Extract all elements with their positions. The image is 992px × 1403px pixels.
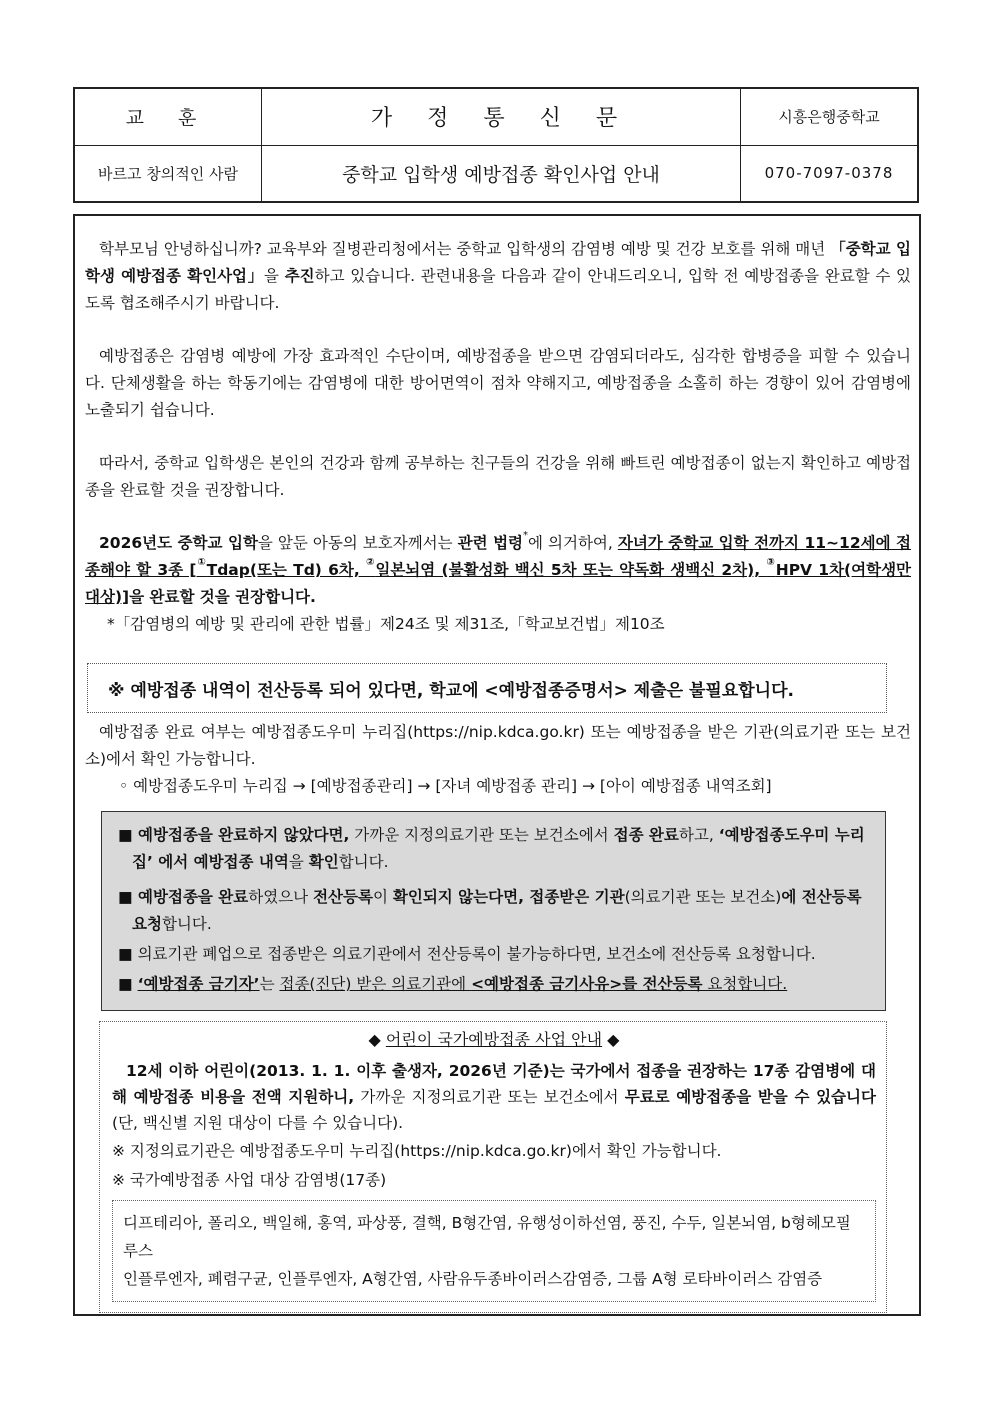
check-paragraph: 예방접종 완료 여부는 예방접종도우미 누리집(https://nip.kdca.go.kr) 또는 예방접종을 받은 기관(의료기관 또는 보건소)에서 확인 가능합니다. xyxy=(85,723,911,768)
document-title: 가 정 통 신 문 xyxy=(262,88,741,145)
school-name: 시흥은행중학교 xyxy=(741,88,919,145)
action-item-3: ■ 의료기관 폐업으로 접종받은 의료기관에서 전산등록이 불가능하다면, 보건소에 전산등록 요청합니다. xyxy=(118,945,816,963)
notice-subject: 중학교 입학생 예방접종 확인사업 안내 xyxy=(262,145,741,202)
intro-paragraph-2: 예방접종은 감염병 예방에 가장 효과적인 수단이며, 예방접종을 받으면 감염되더라도, 심각한 합병증을 피할 수 있습니다. 단체생활을 하는 학동기에는 감염병에 대한 방어면역이 점차 약해지고, 예방접종을 소홀히 하는 경향이 있어 감염병에 노출되기 쉽습니다. xyxy=(85,347,911,419)
header-table xyxy=(73,87,919,203)
child-body: 12세 이하 어린이(2013. 1. 1. 이후 출생자, 2026년 기준)는 국가에서 접종을 권장하는 17종 감염병에 대해 예방접종 비용을 전액 지원하니, 가까운 지정의료기관 또는 보건소에서 무료로 예방접종을 받을 수 있습니다(단, 백신별 지원 대상이 다를 수 있습니다). xyxy=(112,1062,876,1132)
law-paragraph: 2026년도 중학교 입학을 앞둔 아동의 보호자께서는 관련 법령*에 의거하여, 자녀가 중학교 입학 전까지 11~12세에 접종해야 할 3종 [①Tdap(또는 Td) 6차, ②일본뇌염 (불활성화 백신 5차 또는 약독화 생백신 2차), ③HPV 1차(여학생만 대상)]을 완료할 것을 권장합니다. xyxy=(85,530,912,606)
certificate-notice: ※ 예방접종 내역이 전산등록 되어 있다면, 학교에 <예방접종증명서> 제출은 불필요합니다. xyxy=(87,663,887,713)
disease-list xyxy=(112,1200,876,1302)
action-item-4: ■ ‘예방접종 금기자’는 접종(진단) 받은 의료기관에 <예방접종 금기사유>를 전산등록 요청합니다. xyxy=(118,975,788,993)
main-content-box xyxy=(73,214,921,1316)
action-item-1: ■ 예방접종을 완료하지 않았다면, 가까운 지정의료기관 또는 보건소에서 접종 완료하고, ‘예방접종도우미 누리집’ 에서 예방접종 내역을 확인합니다. xyxy=(118,826,865,871)
disease-line-2: 인플루엔자, 폐렴구균, 인플루엔자, A형간염, 사람유두종바이러스감염증, 그룹 A형 로타바이러스 감염증 xyxy=(123,1270,823,1288)
disease-line-1: 디프테리아, 폴리오, 백일해, 홍역, 파상풍, 결핵, B형간염, 유행성이하선염, 풍진, 수두, 일본뇌염, b형헤모필루스 xyxy=(123,1214,851,1260)
disease-list-title: ※ 국가예방접종 사업 대상 감염병(17종) xyxy=(112,1171,387,1189)
content xyxy=(85,236,911,1313)
clinic-note: ※ 지정의료기관은 예방접종도우미 누리집(https://nip.kdca.go.kr)에서 확인 가능합니다. xyxy=(112,1142,722,1160)
check-path: ◦ 예방접종도우미 누리집 → [예방접종관리] → [자녀 예방접종 관리] → [아이 예방접종 내역조회] xyxy=(119,777,772,795)
action-item-2: ■ 예방접종을 완료하였으나 전산등록이 확인되지 않는다면, 접종받은 기관(의료기관 또는 보건소)에 전산등록 요청합니다. xyxy=(118,888,862,933)
child-section-title: ◆ 어린이 국가예방접종 사업 안내 ◆ xyxy=(368,1030,620,1049)
school-motto: 바르고 창의적인 사람 xyxy=(74,145,262,202)
intro-paragraph-1: 학부모님 안녕하십니까? 교육부와 질병관리청에서는 중학교 입학생의 감염병 예방 및 건강 보호를 위해 매년 「중학교 입학생 예방접종 확인사업」을 추진하고 있습니다. 관련내용을 다음과 같이 안내드리오니, 입학 전 예방접종을 완료할 수 있도록 협조해주시기 바랍니다. xyxy=(85,240,911,312)
contact-phone: 070-7097-0378 xyxy=(741,145,919,202)
child-vaccination-box xyxy=(99,1021,887,1313)
motto-label: 교 훈 xyxy=(74,88,262,145)
intro-paragraph-3: 따라서, 중학교 입학생은 본인의 건강과 함께 공부하는 친구들의 건강을 위해 빠트린 예방접종이 없는지 확인하고 예방접종을 완료할 것을 권장합니다. xyxy=(85,454,911,499)
law-footnote: *「감염병의 예방 및 관리에 관한 법률」제24조 및 제31조,「학교보건법」제10조 xyxy=(107,615,665,633)
action-box xyxy=(101,811,886,1011)
